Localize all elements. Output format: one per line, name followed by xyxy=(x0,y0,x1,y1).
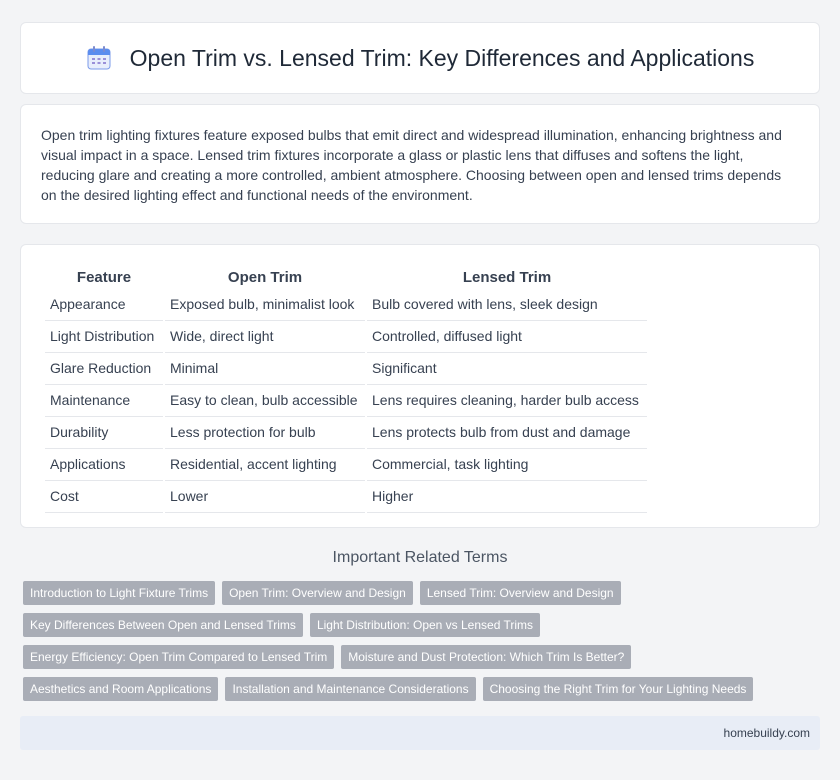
table-cell: Higher xyxy=(367,481,647,513)
table-cell: Cost xyxy=(45,481,163,513)
table-cell: Easy to clean, bulb accessible xyxy=(165,385,365,417)
table-cell: Durability xyxy=(45,417,163,449)
comparison-table xyxy=(43,265,649,513)
table-cell: Light Distribution xyxy=(45,321,163,353)
related-terms-title: Important Related Terms xyxy=(332,549,508,566)
table-cell: Controlled, diffused light xyxy=(367,321,647,353)
table-cell: Lens protects bulb from dust and damage xyxy=(367,417,647,449)
table-cell: Commercial, task lighting xyxy=(367,449,647,481)
table-cell: Maintenance xyxy=(45,385,163,417)
table-row xyxy=(45,289,647,321)
table-cell: Residential, accent lighting xyxy=(165,449,365,481)
related-term-tag[interactable]: Key Differences Between Open and Lensed Trims xyxy=(23,613,303,637)
related-term-tag[interactable]: Installation and Maintenance Considerations xyxy=(225,677,475,701)
calendar-icon xyxy=(86,45,112,71)
page-header xyxy=(20,22,820,94)
related-term-tag[interactable]: Energy Efficiency: Open Trim Compared to Lensed Trim xyxy=(23,645,334,669)
related-term-tag[interactable]: Moisture and Dust Protection: Which Trim Is Better? xyxy=(341,645,631,669)
related-term-tag[interactable]: Lensed Trim: Overview and Design xyxy=(420,581,621,605)
table-row xyxy=(45,449,647,481)
table-cell: Lens requires cleaning, harder bulb access xyxy=(367,385,647,417)
table-cell: Applications xyxy=(45,449,163,481)
table-row xyxy=(45,321,647,353)
table-cell: Lower xyxy=(165,481,365,513)
table-header-row xyxy=(45,265,647,289)
related-term-tag[interactable]: Open Trim: Overview and Design xyxy=(222,581,413,605)
table-cell: Exposed bulb, minimalist look xyxy=(165,289,365,321)
footer-site-link[interactable]: homebuildy.com xyxy=(723,726,810,740)
table-row xyxy=(45,481,647,513)
comparison-section xyxy=(20,244,820,528)
related-term-tag[interactable]: Light Distribution: Open vs Lensed Trims xyxy=(310,613,540,637)
page-title: Open Trim vs. Lensed Trim: Key Differences and Applications xyxy=(129,44,755,71)
intro-section xyxy=(20,104,820,224)
column-header: Lensed Trim xyxy=(462,269,552,286)
tag-row xyxy=(23,581,823,605)
table-cell: Less protection for bulb xyxy=(165,417,365,449)
tag-row xyxy=(23,613,823,637)
table-cell: Appearance xyxy=(45,289,163,321)
table-cell: Minimal xyxy=(165,353,365,385)
table-row xyxy=(45,353,647,385)
column-header: Open Trim xyxy=(227,269,303,286)
related-term-tag[interactable]: Introduction to Light Fixture Trims xyxy=(23,581,215,605)
table-cell: Glare Reduction xyxy=(45,353,163,385)
table-row xyxy=(45,385,647,417)
table-cell: Significant xyxy=(367,353,647,385)
table-cell: Bulb covered with lens, sleek design xyxy=(367,289,647,321)
related-terms-list xyxy=(23,581,823,709)
related-term-tag[interactable]: Aesthetics and Room Applications xyxy=(23,677,218,701)
related-term-tag[interactable]: Choosing the Right Trim for Your Lighting Needs xyxy=(483,677,754,701)
tag-row xyxy=(23,645,823,669)
table-row xyxy=(45,417,647,449)
table-cell: Wide, direct light xyxy=(165,321,365,353)
footer xyxy=(20,716,820,750)
column-header: Feature xyxy=(76,269,132,286)
tag-row xyxy=(23,677,823,701)
intro-text: Open trim lighting fixtures feature exposed bulbs that emit direct and widespread illumination, enhancing brightness and visual impact in a space. Lensed trim fixtures incorporate a glass or plastic lens that diffuses and softens the light, reducing glare and creating a more controlled, ambient atmosphere. Choosing between open and lensed trims depends on the desired lighting effect and functional needs of the environment. xyxy=(41,127,782,203)
